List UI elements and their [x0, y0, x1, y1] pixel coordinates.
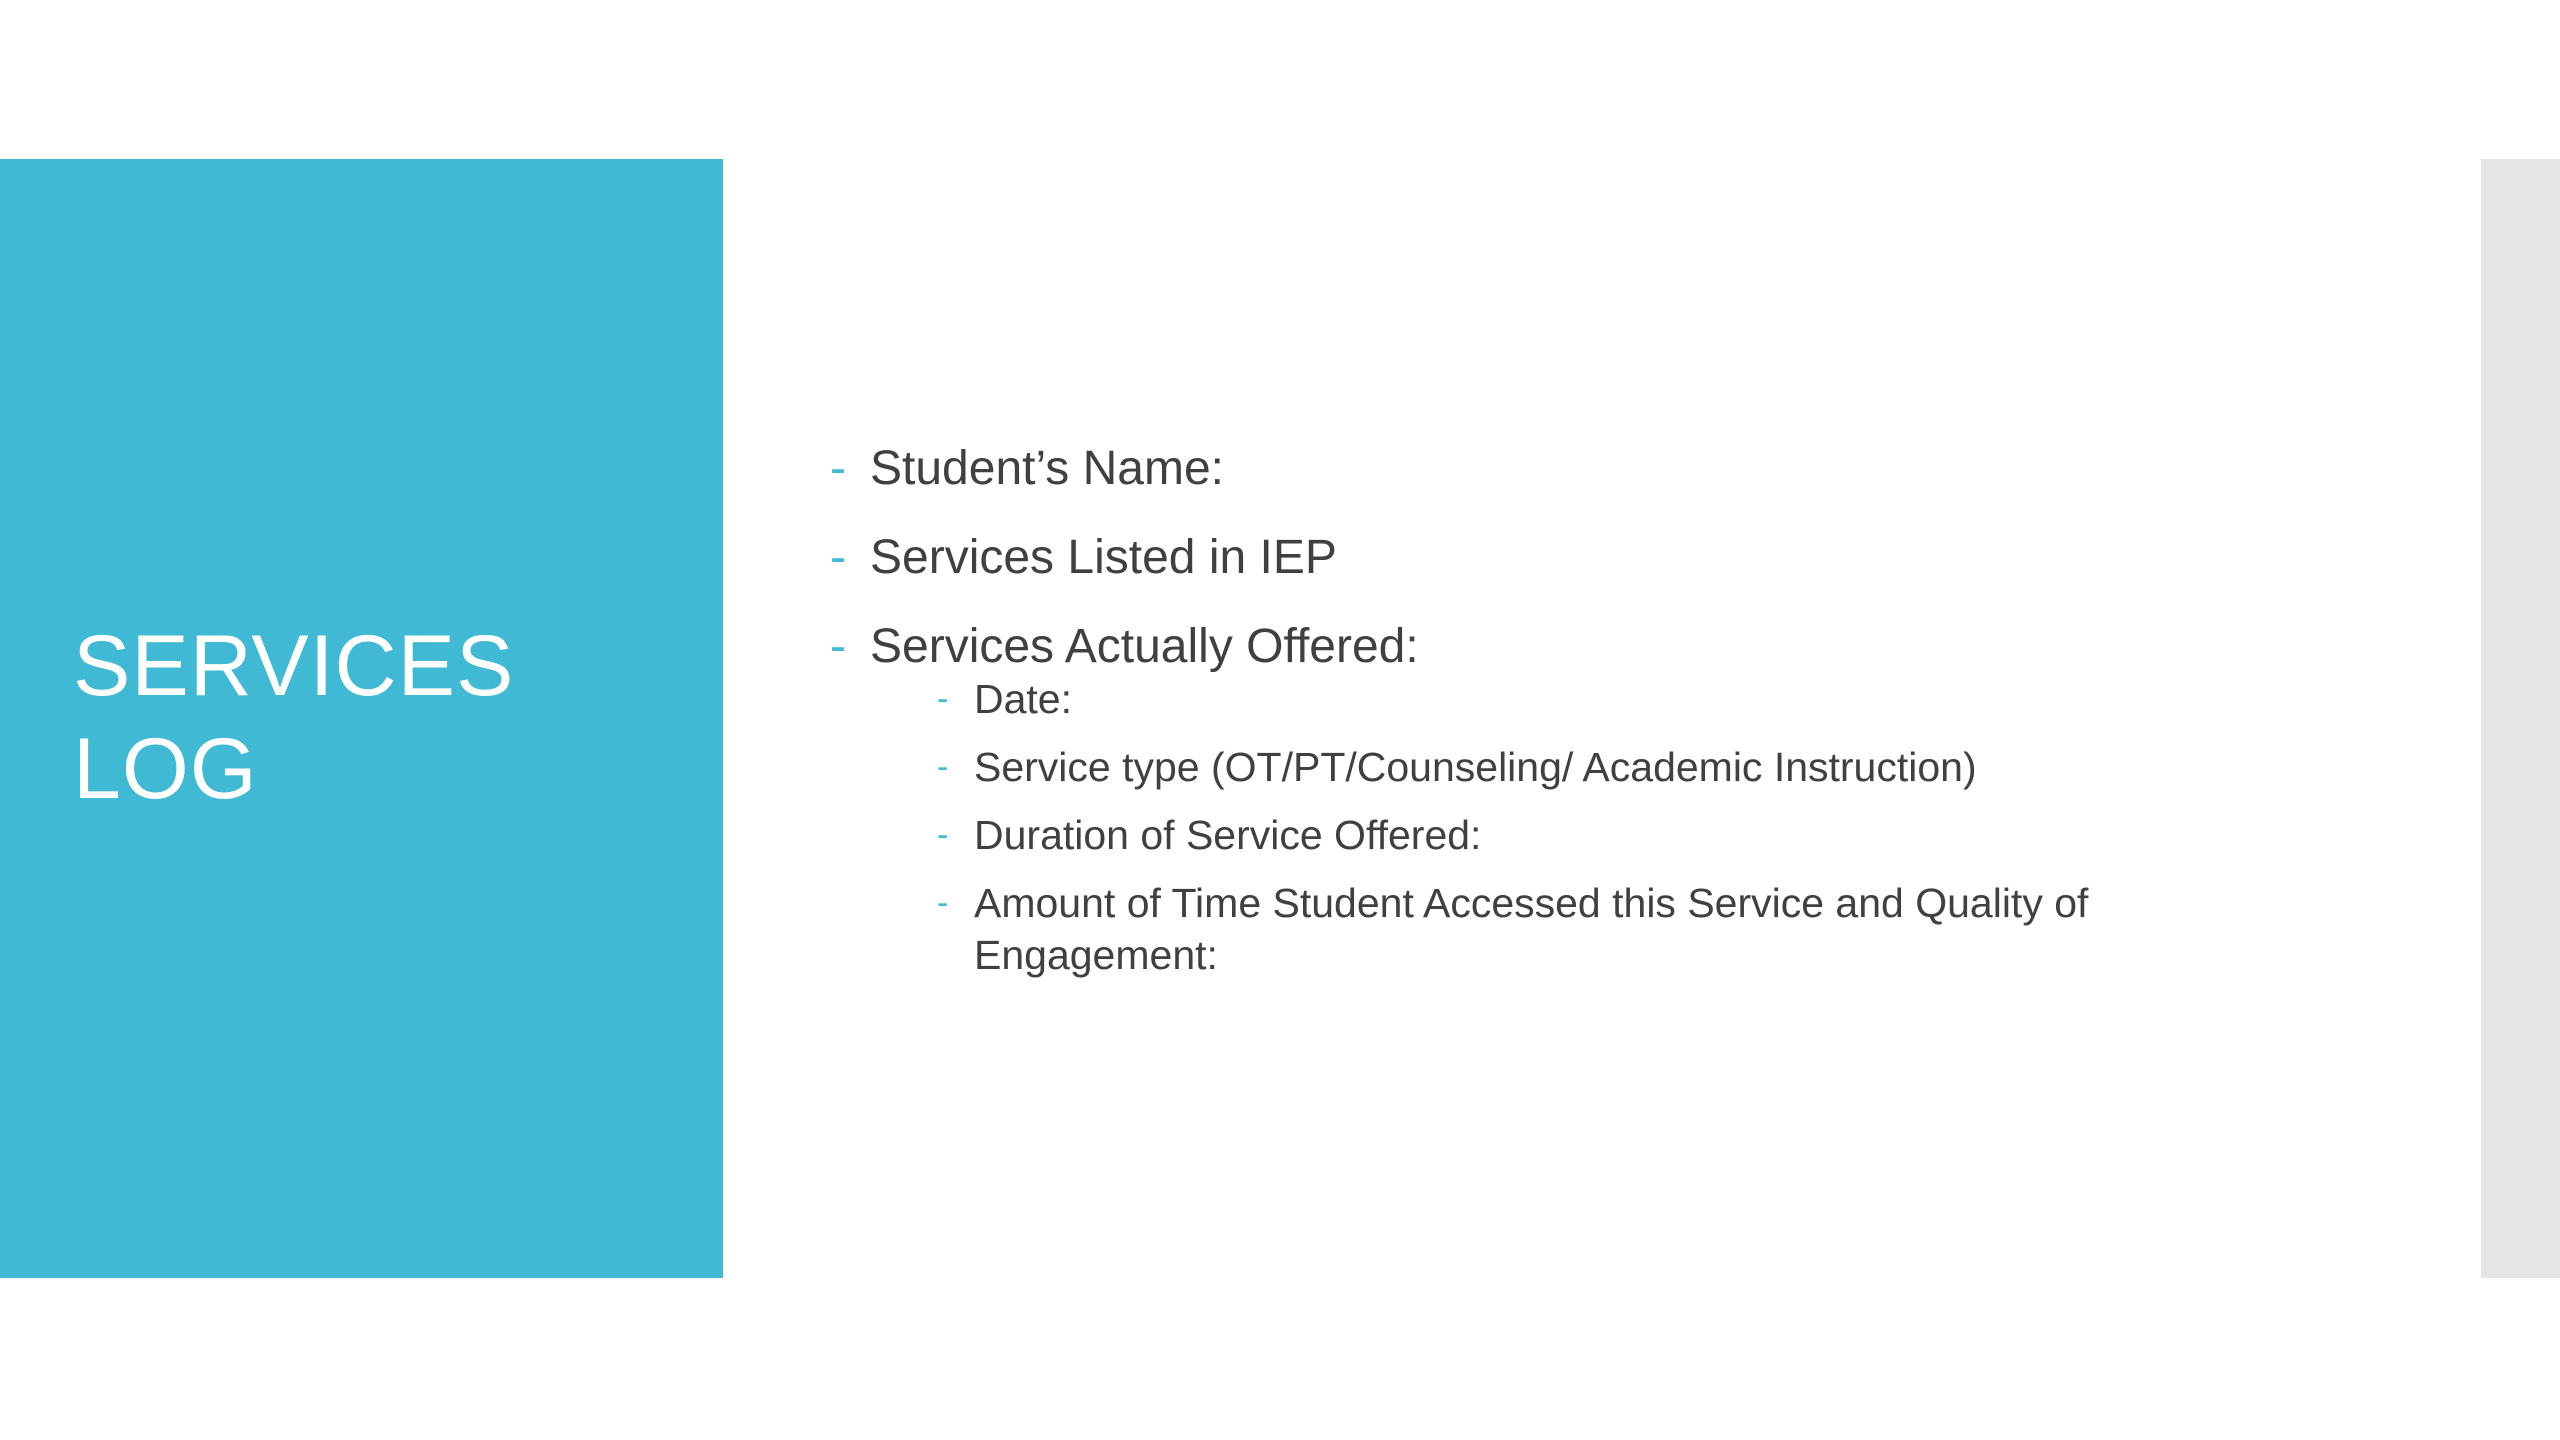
slide-title-line-1: SERVICES: [73, 618, 515, 714]
content-area: [830, 435, 2430, 981]
sub-item-date: [937, 673, 2430, 725]
dash-bullet-icon: -: [830, 531, 846, 584]
sub-item-text: Service type (OT/PT/Counseling/ Academic Instruction): [974, 744, 1977, 790]
slide-title: [73, 615, 693, 821]
dash-bullet-icon: -: [830, 442, 846, 495]
sub-item-amount-of-time: [937, 877, 2430, 981]
sub-item-text: Duration of Service Offered:: [974, 812, 1482, 858]
sub-item-text: Date:: [974, 676, 1072, 722]
list-item-student-name: [830, 435, 2430, 503]
sub-item-service-type: [937, 741, 2430, 793]
list-item-text: Services Actually Offered:: [870, 620, 1419, 673]
list-item-services-listed: [830, 524, 2430, 592]
dash-bullet-icon: -: [937, 816, 949, 854]
dash-bullet-icon: -: [937, 748, 949, 786]
list-item-text: Services Listed in IEP: [870, 531, 1337, 584]
dash-bullet-icon: -: [830, 620, 846, 673]
bullet-list: [830, 435, 2430, 981]
sub-bullet-list: [937, 673, 2430, 981]
list-item-text: Student’s Name:: [870, 442, 1224, 495]
side-strip: [2481, 159, 2560, 1278]
list-item-services-offered: [830, 613, 2430, 981]
dash-bullet-icon: -: [937, 884, 949, 922]
dash-bullet-icon: -: [937, 680, 949, 718]
sub-item-text: Amount of Time Student Accessed this Service and Quality of Engagement:: [974, 880, 2089, 978]
slide-title-line-2: LOG: [73, 721, 258, 817]
sub-item-duration: [937, 809, 2430, 861]
